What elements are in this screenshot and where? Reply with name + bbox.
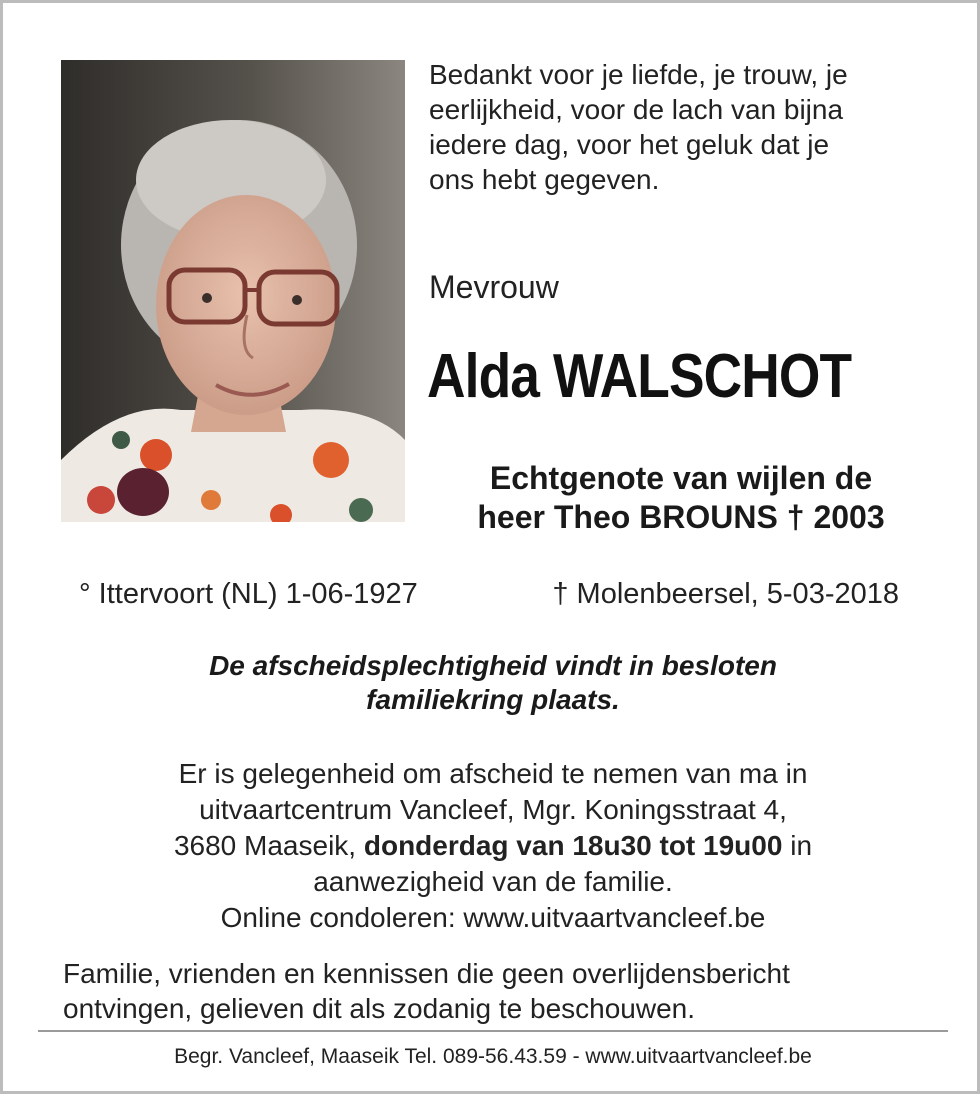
portrait-photo	[61, 60, 405, 522]
visitation-line	[63, 828, 923, 864]
condolence-link: Online condoleren: www.uitvaartvancleef.be	[220, 902, 766, 933]
visitation-time: donderdag van 18u30 tot 19u00	[363, 830, 783, 861]
spouse-line: heer Theo BROUNS † 2003	[477, 499, 885, 535]
spouse-line: Echtgenote van wijlen de	[489, 460, 873, 496]
ceremony-notice	[93, 649, 893, 717]
visitation-line: Er is gelegenheid om afscheid te nemen van ma in	[178, 758, 808, 789]
funeral-home-footer: Begr. Vancleef, Maaseik Tel. 089-56.43.59 - www.uitvaartvancleef.be	[174, 1045, 812, 1068]
notice-line: Familie, vrienden en kennissen die geen overlijdensbericht	[63, 958, 790, 989]
birth-info: ° Ittervoort (NL) 1-06-1927	[79, 578, 418, 610]
notice-line: ontvingen, gelieven dit als zodanig te beschouwen.	[63, 993, 695, 1024]
visitation-line: uitvaartcentrum Vancleef, Mgr. Koningsstraat 4,	[199, 794, 787, 825]
quote-line: eerlijkheid, voor de lach van bijna	[429, 94, 844, 125]
family-notice	[63, 956, 943, 1026]
quote-line: iedere dag, voor het geluk dat je	[429, 129, 830, 160]
death-info: † Molenbeersel, 5-03-2018	[552, 578, 899, 610]
footer-divider	[38, 1030, 948, 1032]
quote-line: Bedankt voor je liefde, je trouw, je	[429, 59, 848, 90]
visitation-suffix: in	[782, 830, 813, 861]
spouse-info	[403, 459, 959, 537]
ceremony-line: familiekring plaats.	[366, 684, 620, 715]
visitation-line: aanwezigheid van de familie.	[313, 866, 673, 897]
deceased-name: Alda WALSCHOT	[427, 342, 852, 411]
honorific-title: Mevrouw	[429, 269, 559, 305]
ceremony-line: De afscheidsplechtigheid vindt in besloten	[209, 650, 777, 681]
visitation-address: 3680 Maaseik,	[173, 830, 364, 861]
quote-line: ons hebt gegeven.	[429, 164, 660, 195]
visitation-info	[63, 756, 923, 936]
memorial-quote	[429, 57, 949, 197]
